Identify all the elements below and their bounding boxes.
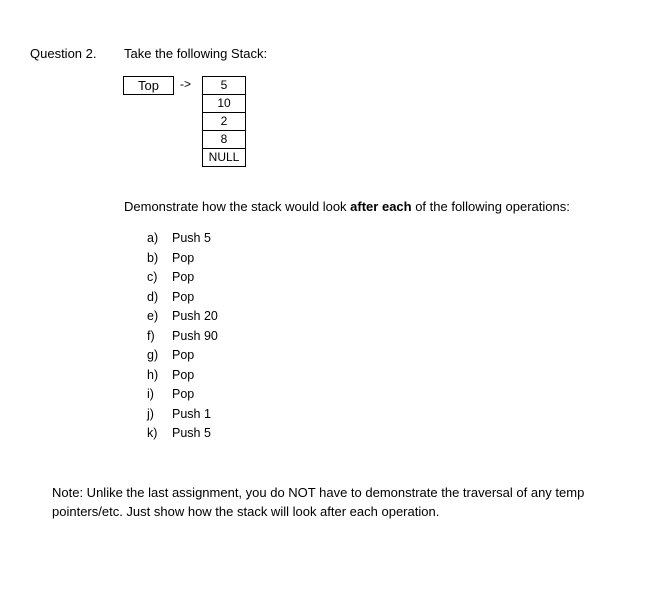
- operation-item: [147, 249, 218, 269]
- note-line: pointers/etc. Just show how the stack will look after each operation.: [52, 504, 440, 519]
- operation-letter: e): [147, 309, 159, 323]
- stack-cell: 5: [220, 78, 228, 92]
- operation-text: Push 90: [172, 328, 218, 343]
- operation-text: Push 5: [172, 231, 211, 245]
- operation-text: Pop: [172, 367, 195, 382]
- operation-letter: k): [147, 426, 158, 440]
- operation-text: Pop: [172, 387, 195, 401]
- stack-cell: 2: [203, 112, 245, 130]
- instruction-emphasis: after each: [350, 199, 412, 214]
- operation-letter: c): [147, 270, 158, 284]
- instruction-before: Demonstrate how the stack would look: [124, 199, 351, 214]
- operation-letter: j): [147, 406, 154, 421]
- operation-item: [147, 385, 218, 405]
- operation-text: Push 20: [172, 309, 218, 323]
- operation-item: [147, 405, 218, 425]
- note-paragraph: [52, 483, 632, 521]
- operation-item: [147, 346, 218, 366]
- top-pointer-arrow: ->: [180, 77, 192, 91]
- operation-text: Push 1: [172, 406, 211, 421]
- instruction-after: of the following operations:: [411, 199, 570, 214]
- note-line: Note: Unlike the last assignment, you do NOT have to demonstrate the traversal of any temp: [52, 485, 585, 500]
- operation-item: [147, 288, 218, 308]
- stack-cell: 10: [203, 94, 245, 112]
- stack-cell-null: NULL: [203, 148, 245, 166]
- operation-item: [147, 424, 218, 444]
- operation-item: [147, 307, 218, 327]
- operation-letter: h): [147, 367, 159, 382]
- operation-item: [147, 327, 218, 347]
- operation-item: [147, 366, 218, 386]
- operations-list: [147, 229, 218, 444]
- operation-letter: i): [147, 387, 154, 401]
- operation-letter: d): [147, 289, 159, 304]
- operation-letter: f): [147, 328, 155, 343]
- operation-item: [147, 229, 218, 249]
- operation-item: [147, 268, 218, 288]
- top-pointer-box: Top: [123, 76, 174, 95]
- operation-text: Push 5: [172, 426, 211, 440]
- operation-letter: b): [147, 250, 159, 265]
- operation-text: Pop: [172, 289, 195, 304]
- operation-text: Pop: [172, 348, 195, 362]
- stack-cell: 8: [203, 130, 245, 148]
- operation-letter: a): [147, 231, 159, 245]
- question-number: Question 2.: [30, 46, 97, 61]
- stack-diagram: [202, 76, 246, 167]
- question-prompt: Take the following Stack:: [124, 46, 268, 61]
- operation-text: Pop: [172, 270, 195, 284]
- instruction-text: [124, 199, 570, 214]
- operation-text: Pop: [172, 250, 195, 265]
- operation-letter: g): [147, 348, 159, 362]
